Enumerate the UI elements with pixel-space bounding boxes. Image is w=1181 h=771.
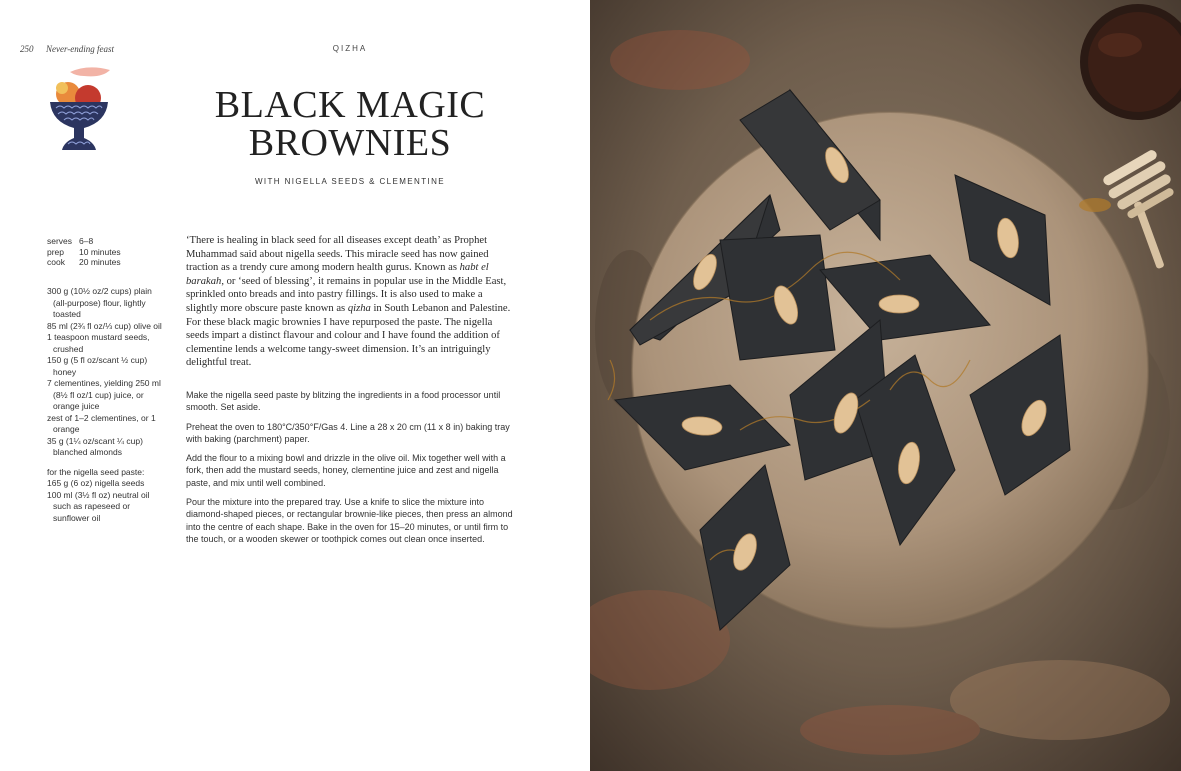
- intro-text-1: ‘There is healing in black seed for all diseases except death’ as Prophet Muhammad said about nigella seeds. This miracle seed has now gained traction as a trendy cure among modern health gurus. Known as: [186, 235, 489, 274]
- ingredient-item: 1 teaspoon mustard seeds, crushed: [47, 332, 150, 354]
- intro-text-2: , or ‘seed of blessing’, it remains in popular use in the Middle East, sprinkled onto breads and into pastry fillings. It is also used to make a slightly more obscure paste known as: [186, 275, 507, 314]
- ingredient-list: [47, 286, 167, 524]
- ingredient-item: 85 ml (2¾ fl oz/⅓ cup) olive oil: [47, 320, 162, 331]
- intro-text-3: in South Lebanon and Palestine. For these black magic brownies I have repurposed the paste. The nigella seeds impart a distinct flavour and colour and I have found the addition of clementine lends a welcome tangy-sweet dimension. It’s an intriguingly delightful treat.: [186, 302, 511, 369]
- recipe-subtitle: WITH NIGELLA SEEDS & CLEMENTINE: [254, 177, 446, 186]
- ingredient-item: 300 g (10½ oz/2 cups) plain (all-purpose) flour, lightly toasted: [47, 286, 152, 319]
- ingredient-item: zest of 1–2 clementines, or 1 orange: [47, 412, 156, 434]
- paste-ingredient-item: 100 ml (3½ fl oz) neutral oil such as rapeseed or sunflower oil: [47, 489, 150, 523]
- serves-value: 6–8: [79, 236, 94, 246]
- method-step: Make the nigella seed paste by blitzing the ingredients in a food processor until smooth. Set aside.: [186, 390, 501, 413]
- ingredient-item: 150 g (5 fl oz/scant ½ cup) honey: [47, 355, 148, 377]
- method-steps: [186, 389, 516, 552]
- running-title: Never-ending feast: [46, 44, 115, 54]
- prep-label: prep: [47, 246, 65, 257]
- serves-row: [47, 236, 167, 247]
- recipe-intro: [186, 234, 516, 370]
- paste-ingredient-item: 165 g (6 oz) nigella seeds: [47, 478, 145, 488]
- fruit-bowl-logo-icon: [40, 64, 116, 158]
- paste-heading: for the nigella seed paste:: [47, 466, 145, 477]
- method-step: Add the flour to a mixing bowl and drizzle in the olive oil. Mix together well with a fork, then add the mustard seeds, honey, clementine juice and zest and nigella paste, and mix until well combined.: [186, 453, 506, 488]
- method-step: Preheat the oven to 180°C/350°F/Gas 4. Line a 28 x 20 cm (11 x 8 in) baking tray with baking (parchment) paper.: [186, 421, 510, 444]
- prep-row: [47, 247, 167, 258]
- brownies-photo-illustration: [590, 0, 1181, 771]
- almond: [879, 295, 919, 313]
- recipe-title-line1: BLACK MAGIC: [214, 84, 486, 126]
- page-number: 250: [20, 44, 34, 54]
- prep-value: 10 minutes: [79, 246, 121, 257]
- ingredient-item: 7 clementines, yielding 250 ml (8½ fl oz/1 cup) juice, or orange juice: [47, 378, 161, 411]
- left-page: [0, 0, 590, 771]
- intro-term-qizha: qizha: [347, 302, 371, 314]
- ingredient-item: 35 g (1¼ oz/scant ¼ cup) blanched almonds: [47, 435, 143, 457]
- cook-label: cook: [47, 257, 65, 267]
- section-label: QIZHA: [332, 44, 368, 53]
- food-photo: [590, 0, 1181, 771]
- intro-term-habt-el-barakah: habt el barakah: [186, 262, 489, 287]
- cook-row: [47, 257, 167, 268]
- serves-label: serves: [47, 236, 73, 246]
- recipe-title-line2: BROWNIES: [248, 122, 452, 164]
- method-step: Pour the mixture into the prepared tray. Use a knife to slice the mixture into diamond-shaped pieces, or rectangular brownie-like pieces, then press an almond into the centre of each shape. Bake in the oven for 15–20 minutes, or until firm to the touch, or a wooden skewer or toothpick comes out clean once inserted.: [186, 497, 513, 544]
- cook-value: 20 minutes: [79, 257, 121, 267]
- recipe-meta: [47, 236, 167, 268]
- recipe-title: [200, 86, 500, 162]
